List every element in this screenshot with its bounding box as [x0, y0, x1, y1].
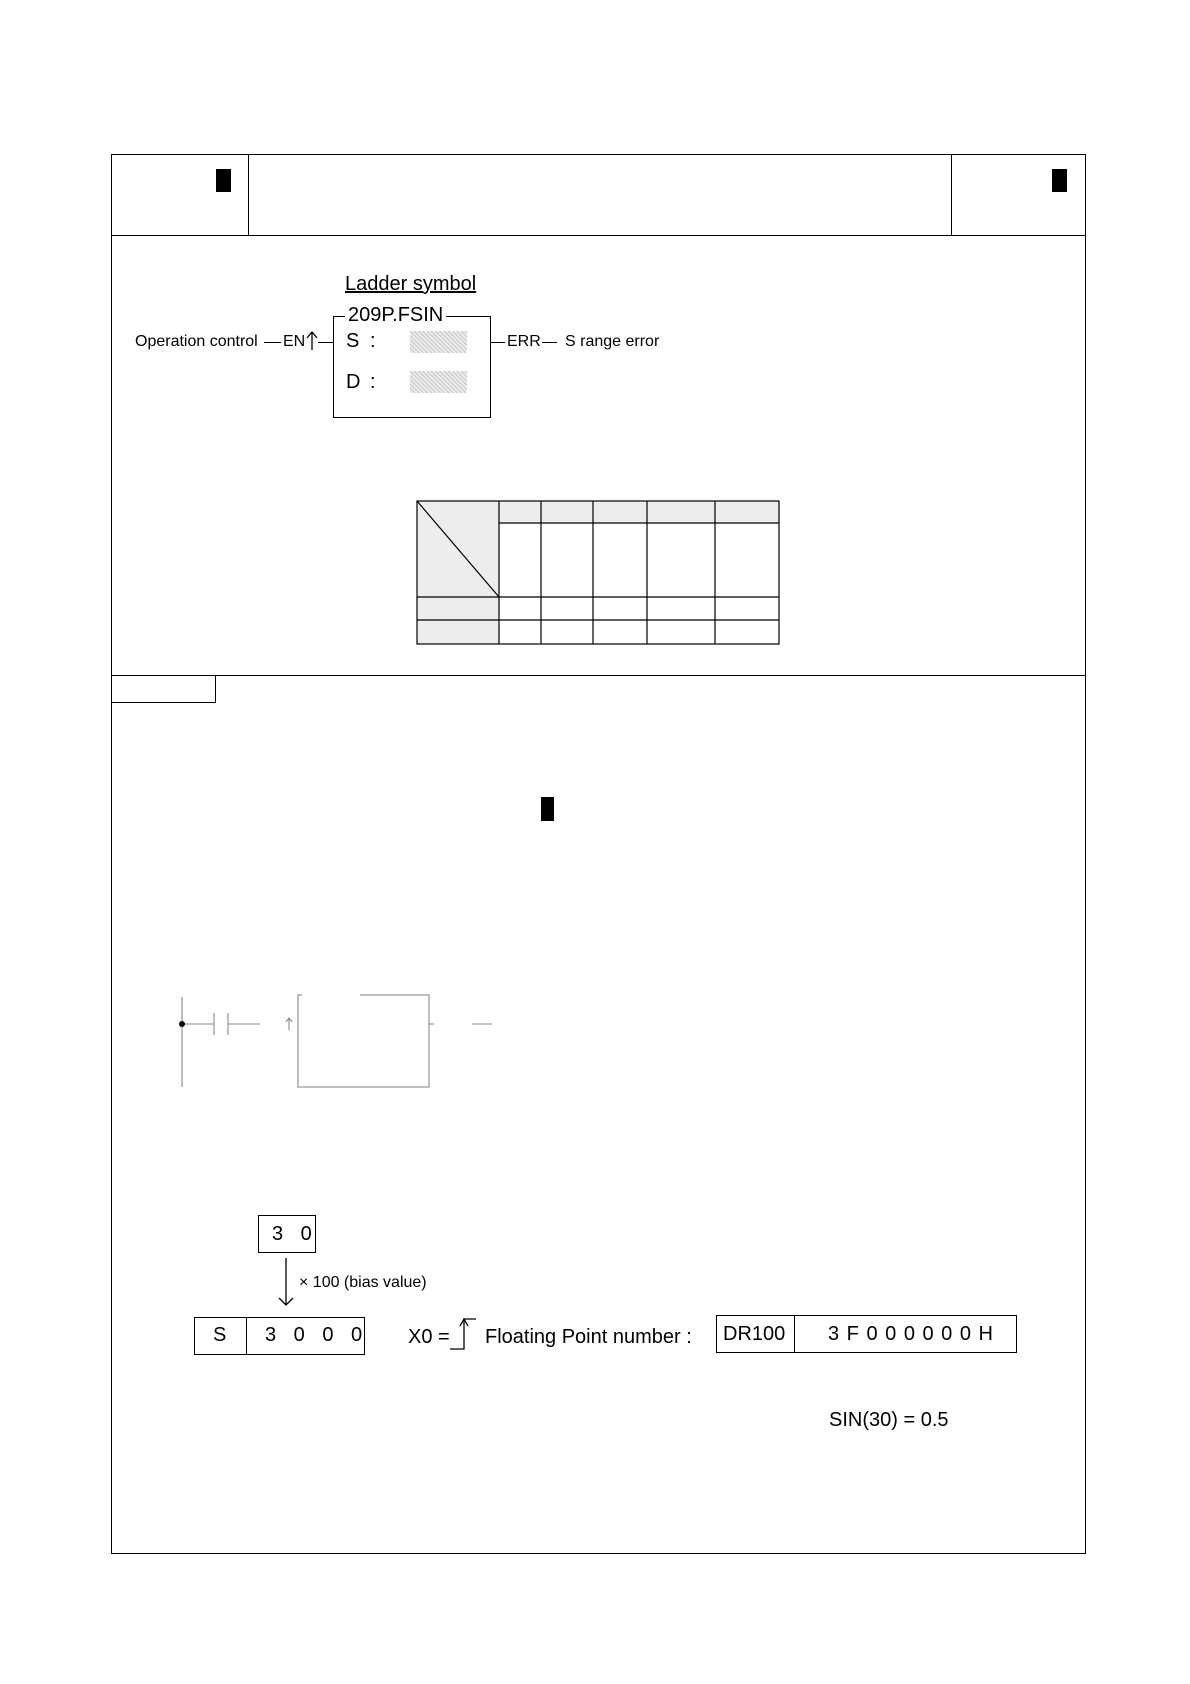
- dr100-label: DR100: [723, 1323, 786, 1345]
- s-register-divider: [246, 1317, 247, 1355]
- down-arrow-icon: [278, 1258, 294, 1308]
- sin-result: SIN(30) = 0.5: [829, 1409, 949, 1431]
- err-connector: [491, 342, 505, 343]
- s-register-value: 3 0 0 0: [265, 1324, 369, 1346]
- input-value: 3 0: [272, 1223, 318, 1245]
- s-colon: :: [370, 330, 376, 352]
- body-marker: [541, 797, 554, 821]
- err-description: S range error: [565, 333, 660, 350]
- section-tab: [111, 675, 216, 703]
- err-label: ERR: [507, 333, 541, 350]
- header-divider: [111, 235, 1086, 236]
- en-label: EN: [283, 333, 306, 350]
- s-operand-field: [410, 331, 467, 353]
- operation-control-label: Operation control: [135, 333, 258, 350]
- floating-point-label: Floating Point number :: [485, 1326, 692, 1348]
- header-right-divider: [951, 154, 952, 235]
- instruction-name: 209P.FSIN: [345, 305, 446, 325]
- d-operand-field: [410, 371, 467, 393]
- s-operand-label: S: [346, 330, 360, 352]
- header-left-divider: [248, 154, 249, 235]
- section-divider: [111, 675, 1086, 676]
- rising-edge-icon: [306, 330, 318, 352]
- err-lead-line: [542, 342, 557, 343]
- rising-edge-pulse-icon: [450, 1316, 478, 1352]
- dr100-value: 3 F 0 0 0 0 0 0 H: [828, 1323, 994, 1345]
- en-connector: [318, 342, 333, 343]
- dr100-register-divider: [794, 1315, 795, 1353]
- en-lead-line: [264, 342, 281, 343]
- d-operand-label: D: [346, 371, 361, 393]
- s-register-label: S: [213, 1324, 227, 1346]
- header-right-marker: [1052, 169, 1067, 192]
- x0-label: X0 =: [408, 1326, 450, 1348]
- ladder-program-diagram: [170, 985, 500, 1090]
- bias-multiplier-note: × 100 (bias value): [299, 1274, 427, 1291]
- operand-table: [416, 500, 780, 646]
- ladder-symbol-title: Ladder symbol: [345, 273, 477, 295]
- header-left-marker: [216, 169, 231, 192]
- d-colon: :: [370, 371, 376, 393]
